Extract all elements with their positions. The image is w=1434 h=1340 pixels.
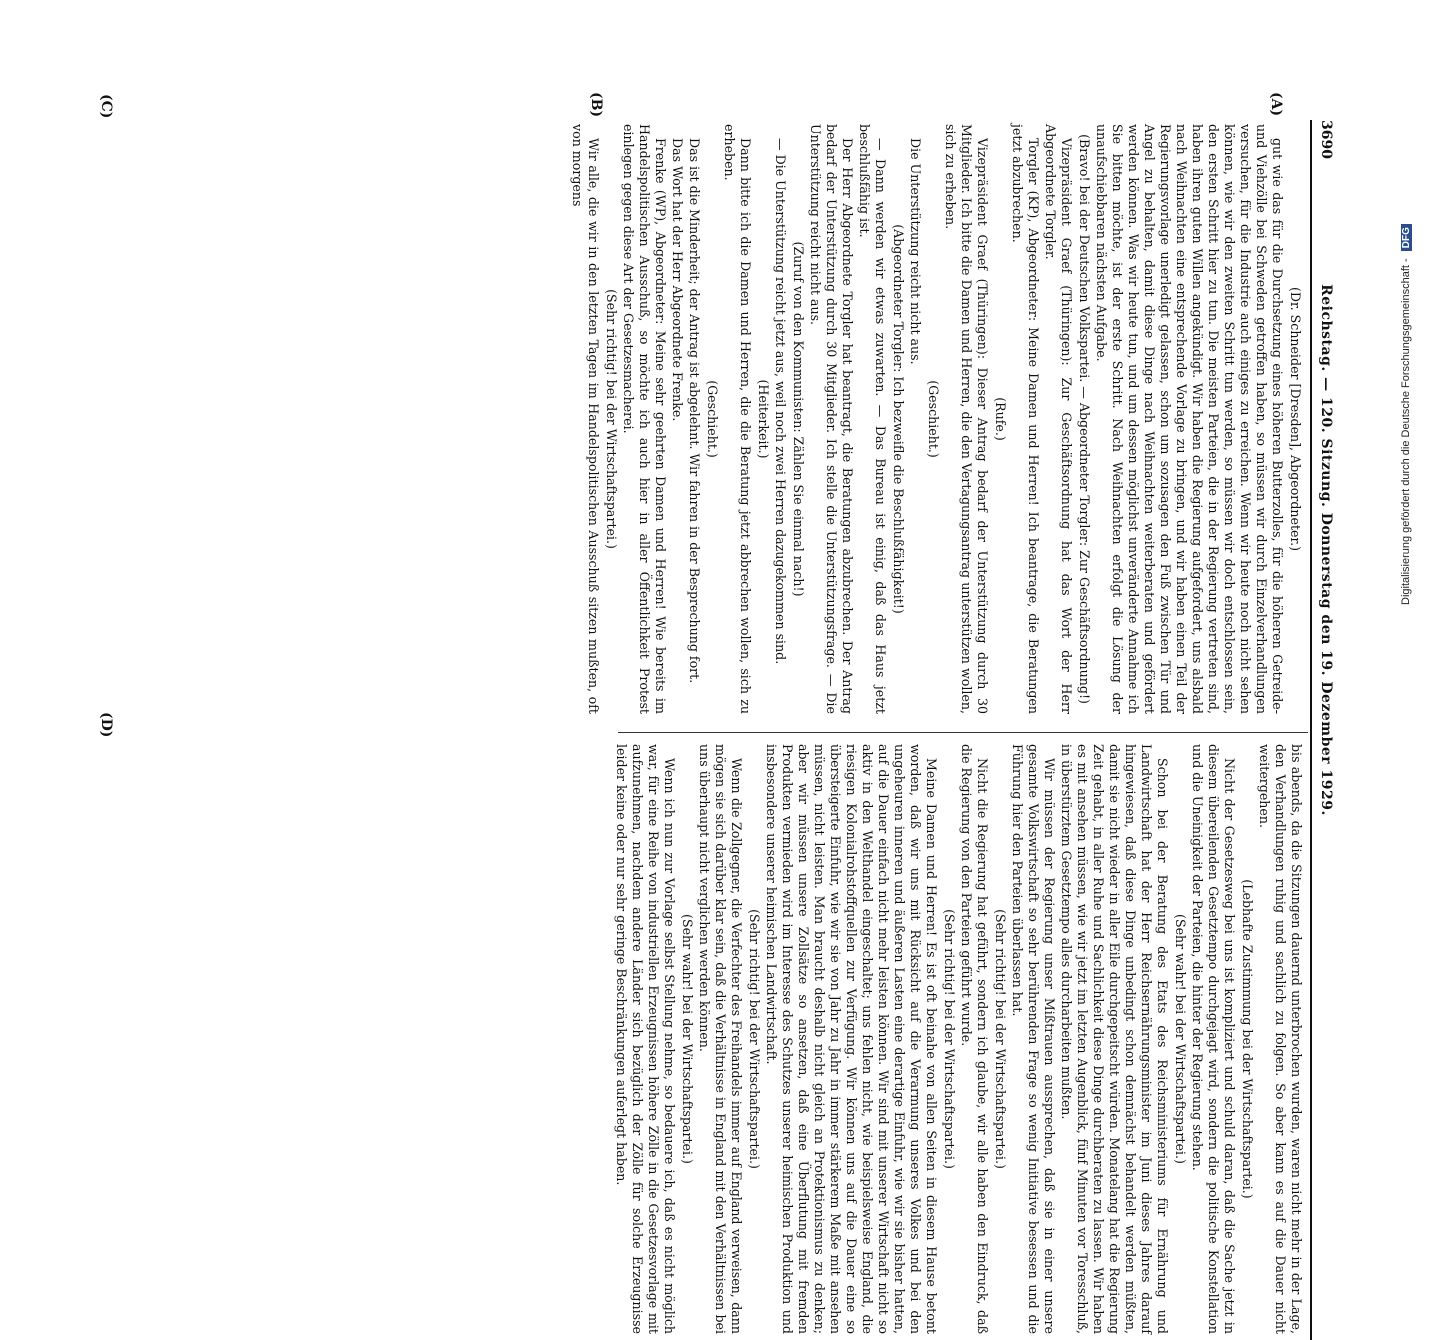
paragraph: Nicht die Regierung hat geführt, sondern ich glaube, wir alle haben den Eindruck, daß die Regierung von den Parteien geführt wurde. <box>959 744 990 1334</box>
page-number: 3690 <box>1318 120 1334 159</box>
paragraph: Vizepräsident Graef (Thüringen): Zur Geschäftsordnung hat das Wort der Herr Abgeordnete Torgler. <box>1043 124 1074 714</box>
paragraph: (Sehr richtig! bei der Wirtschaftspartei.) <box>747 909 762 1169</box>
paragraph: (Sehr wahr! bei der Wirtschaftspartei.) <box>680 914 695 1164</box>
page-header <box>1314 120 1338 900</box>
paragraph: (Bravo! bei der Deutschen Volkspartei. — Abgeordneter Torgler: Zur Geschäftsordnung!) <box>1077 134 1092 704</box>
paragraph: Der Herr Abgeordnete Torgler hat beantragt, die Beratungen abzubrechen. Der Antrag bedarf der Unterstützung durch 30 Mitglieder. Ich stelle die Unterstützungsfrage. — Die Unterstützung reicht nicht aus. <box>808 124 855 714</box>
paragraph: Nicht der Gesetzesweg bei uns ist kompliziert und schuld daran, daß die Sache jetzt in diesem übereilenden Gesetztempo durchgejagt wird, sondern die politische Konstellation und die Uneinigkeit der Parteien, die hinter der Regierung stehen. <box>1190 744 1237 1334</box>
page-title: Reichstag. — 120. Sitzung. Donnerstag den 19. Dezember 1929. <box>1318 284 1334 816</box>
paragraph: Wenn ich nun zur Vorlage selbst Stellung nehme, so bedauere ich, daß es nicht möglich war, für eine Reihe von industriellen Erzeugnissen höhere Zölle in die Gesetzesvorlage mit aufzunehmen, nachdem andere Länder sich bezüglich der Zölle für solche Erzeugnisse leider keine oder nur sehr geringe Beschränkungen auferlegt haben. <box>614 744 677 1334</box>
paragraph: Frenke (WP), Abgeordneter: Meine sehr geehrten Damen und Herren! Wie bereits im Handelspolitischen Ausschuß, so möchte ich auch hier in aller Öffentlichkeit Protest einlegen gegen diese Art der Gesetzesmacherei. <box>621 124 668 714</box>
paragraph: Wir alle, die wir in den letzten Tagen im Handelspolitischen Ausschuß sitzen mußten, oft von morgens <box>570 124 601 714</box>
paragraph: (Dr. Schneider [Dresden], Abgeordneter.) <box>1288 286 1303 552</box>
paragraph: gut wie das für die Durchsetzung eines höheren Butterzolles, für die höheren Getreide- und Viehzölle bei Schweden getroffen haben, so müssen wir durch Einzelverhandlungen versuchen, für die Industrie auch einiges zu erreichen. Wenn wir heute noch nicht sehen können, wie wir den zweiten Schritt tun werden, so müssen wir doch entschlossen sein, den ersten Schritt hier zu tun. Die meisten Parteien, die in der Regierung vertreten sind, haben ihren guten Willen angekündigt. Wir haben die Regierung aufgefordert, uns alsbald nach Weihnachten eine entsprechende Vorlage zu bringen, und wir haben einen Teil der Regierungsvorlage unerledigt gelassen, schon um sozusagen den Fuß zwischen Tür und Angel zu behalten, damit diese Dinge nach Weihnachten weiterberaten und gefördert werden können. Was wir heute tun, und um dessen möglichst unveränderte Annahme ich Sie bitten möchte, ist der erste Schritt. Nach Weihnachten erfolgt die Lösung der unaufschiebbaren nächsten Aufgabe. <box>1094 124 1285 714</box>
paragraph: (Zuruf von den Kommunisten: Zählen Sie einmal nach!) <box>791 241 806 597</box>
paragraph: Meine Damen und Herren! Es ist oft beinahe von allen Seiten in diesem Hause betont worden, daß wir uns mit Rücksicht auf die Verarmung unseres Volkes und bei den ungeheuren inneren und äußeren Lasten eine derartige Einfuhr, wie wir sie bisher hatten, auf die Dauer einfach nicht mehr leisten können. Wir sind mit unserer Wirtschaft nicht so aktiv in den Welthandel eingeschaltet; uns fehlen nicht, wie beispielsweise England, die riesigen Kolonialrohstoffquellen zur Verfügung. Wir können uns auf die Dauer eine so übersteigerte Einfuhr, wie wir sie von Jahr zu Jahr in immer stärkerem Maße mit ansehen müssen, nicht leisten. Man braucht deshalb nicht gleich an Protektionismus zu denken; aber wir müssen unsere Zollsätze so ansetzen, daß eine Überflutung mit fremden Produkten vermieden wird im Interesse des Schutzes unserer heimischen Produktion und insbesondere unserer heimischen Landwirtschaft. <box>764 744 939 1334</box>
paragraph: (Sehr wahr! bei der Wirtschaftspartei.) <box>1173 914 1188 1164</box>
paragraph: (Sehr richtig! bei der Wirtschaftspartei.) <box>942 909 957 1169</box>
margin-mark-b: (B) <box>588 92 604 118</box>
paragraph: Torgler (KP), Abgeordneter: Meine Damen und Herren! Ich beantrage, die Beratungen jetzt abzubrechen. <box>1010 124 1041 714</box>
paragraph: (Lebhafte Zustimmung bei der Wirtschaftspartei.) <box>1240 879 1255 1199</box>
text-column-left <box>568 124 1304 714</box>
paragraph: (Sehr richtig! bei der Wirtschaftspartei.) <box>604 289 619 549</box>
paragraph: Vizepräsident Graef (Thüringen): Dieser Antrag bedarf der Unterstützung durch 30 Mitglieder. Ich bitte die Damen und Herren, die den Vertagungsantrag unterstützen wollen, sich zu erheben. <box>943 124 990 714</box>
footer-credit <box>1400 224 1412 605</box>
paragraph: Wir müssen der Regierung unser Mißtrauen aussprechen, daß sie in einer unsere gesamte Volkswirtschaft so sehr berührenden Frage so wenig Initiative besessen und die Führung hier den Parteien überlassen hat. <box>1010 744 1057 1334</box>
paragraph: Schon bei der Beratung des Etats des Reichsministeriums für Ernährung und Landwirtschaft hat der Herr Reichsernährungsminister im Juni dieses Jahres darauf hingewiesen, daß diese Dinge unbedingt schon demnächst behandelt werden müßten, damit sie nicht wieder in aller Eile durchgepeitscht würden. Monatelang hat die Regierung Zeit gehabt, in aller Ruhe und Sachlichkeit diese Dinge durchberaten zu lassen. Wir haben es mit ansehen müssen, wie wir jetzt im letzten Augenblick, fünf Minuten vor Toresschluß, in überstürztem Gesetztempo alles durcharbeiten mußten. <box>1059 744 1170 1334</box>
paragraph: Das Wort hat der Herr Abgeordnete Frenke. <box>670 138 685 422</box>
paragraph: Dann bitte ich die Damen und Herren, die die Beratung jetzt abbrechen wollen, sich zu erheben. <box>722 124 753 714</box>
footer-text: Digitalisierung gefördert durch die Deutsche Forschungsgemeinschaft - <box>1400 258 1412 605</box>
paragraph: — Dann werden wir etwas zuwarten. — Das Bureau ist einig, daß das Haus jetzt beschlußfähig ist. <box>857 124 888 714</box>
paragraph: (Sehr richtig! bei der Wirtschaftspartei.) <box>993 909 1008 1169</box>
text-column-right <box>612 744 1304 1334</box>
paragraph: bis abends, da die Sitzungen dauernd unterbrochen wurden, waren nicht mehr in der Lage, den Verhandlungen ruhig und sachlich zu folgen. So aber kann es auf die Dauer nicht weitergehen. <box>1257 744 1304 1334</box>
paragraph: (Heiterkeit.) <box>756 379 771 459</box>
header-rule <box>1310 120 1312 1340</box>
paragraph: (Abgeordneter Torgler: Ich bezweifle die Beschlußfähigkeit!) <box>891 224 906 614</box>
paragraph: Das ist die Minderheit; der Antrag ist abgelehnt. Wir fahren in der Besprechung fort. <box>687 138 702 684</box>
margin-mark-a: (A) <box>1268 92 1284 117</box>
dfg-logo: DFG <box>1401 224 1412 251</box>
paragraph: (Geschieht.) <box>705 380 720 458</box>
paragraph: Die Unterstützung reicht nicht aus. <box>908 138 923 365</box>
paragraph: (Geschieht.) <box>926 380 941 458</box>
margin-mark-d: (D) <box>98 712 114 738</box>
paragraph: (Rufe.) <box>993 397 1008 441</box>
paragraph: — Die Unterstützung reicht jetzt aus, weil noch zwei Herren dazugekommen sind. <box>773 138 788 665</box>
column-rule <box>618 732 1308 733</box>
margin-mark-c: (C) <box>98 94 114 119</box>
paragraph: Wenn die Zollgegner, die Verfechter des Freihandels immer auf England verweisen, dann mögen sie sich darüber klar sein, daß die Verhältnisse in England mit den Verhältnissen bei uns überhaupt nicht verglichen werden können. <box>697 744 744 1334</box>
